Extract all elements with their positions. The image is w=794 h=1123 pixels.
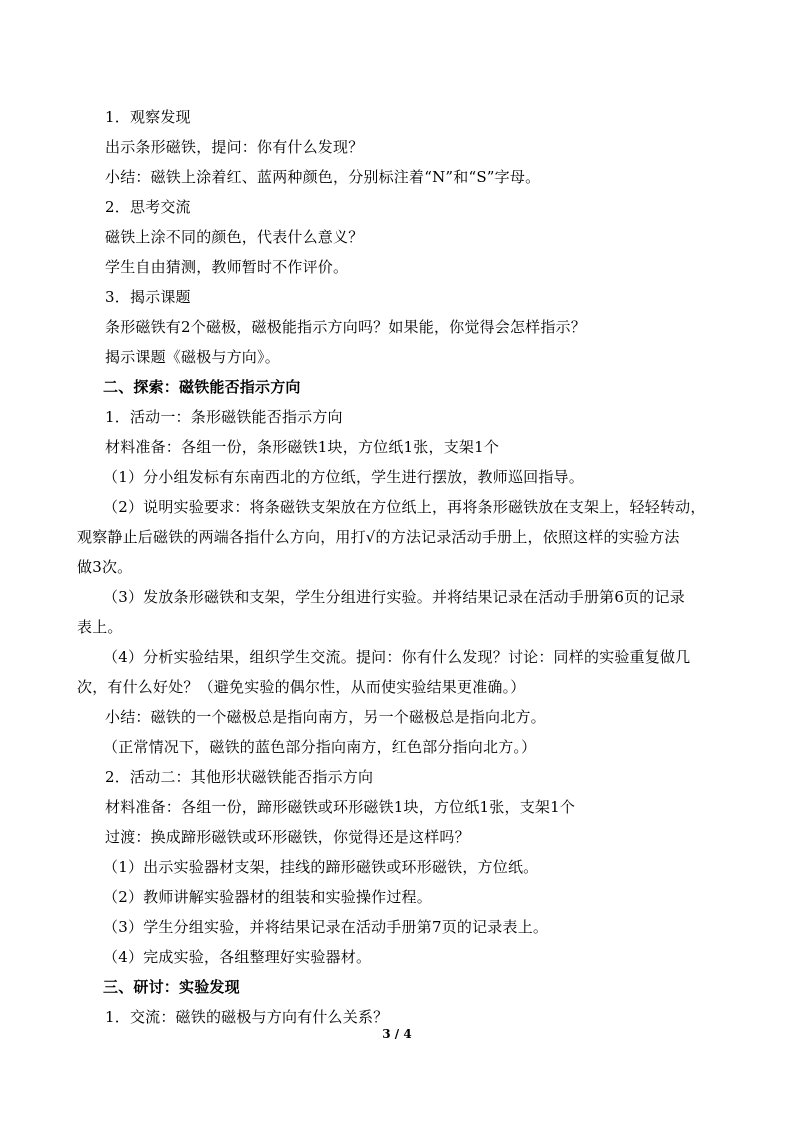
list-item: （4）分析实验结果，组织学生交流。提问：你有什么发现？讨论：同样的实验重复做几 (103, 648, 691, 666)
paragraph: （正常情况下，磁铁的蓝色部分指向南方，红色部分指向北方。） (103, 738, 537, 756)
paragraph: 学生自由猜测，教师暂时不作评价。 (105, 258, 349, 276)
paragraph: 磁铁上涂不同的颜色，代表什么意义？ (105, 228, 364, 246)
list-item: （3）学生分组实验，并将结果记录在活动手册第7页的记录表上。 (103, 918, 549, 936)
section-step-2-heading: 2．思考交流 (105, 198, 191, 216)
paragraph: 材料准备：各组一份，条形磁铁1块，方位纸1张，支架1个 (105, 438, 500, 456)
paragraph: 条形磁铁有2个磁极，磁极能指示方向吗？如果能，你觉得会怎样指示？ (105, 318, 586, 336)
paragraph: 小结：磁铁的一个磁极总是指向南方，另一个磁极总是指向北方。 (105, 708, 546, 726)
section-heading-explore: 二、探索：磁铁能否指示方向 (103, 378, 301, 396)
activity-1-heading: 1．活动一：条形磁铁能否指示方向 (105, 408, 343, 426)
paragraph: 小结：磁铁上涂着红、蓝两种颜色，分别标注着“N”和“S”字母。 (105, 168, 541, 186)
list-item: （3）发放条形磁铁和支架，学生分组进行实验。并将结果记录在活动手册第6页的记录 (103, 588, 685, 606)
activity-2-heading: 2．活动二：其他形状磁铁能否指示方向 (105, 768, 374, 786)
page-number: 3 / 4 (382, 1027, 412, 1041)
list-item-continuation: 表上。 (77, 618, 123, 636)
list-item: （1）分小组发标有东南西北的方位纸，学生进行摆放，教师巡回指导。 (103, 468, 584, 486)
document-body (77, 102, 725, 1032)
list-item: （2）教师讲解实验器材的组装和实验操作过程。 (103, 888, 432, 906)
list-item: （4）完成实验，各组整理好实验器材。 (103, 948, 372, 966)
list-item: （2）说明实验要求：将条磁铁支架放在方位纸上，再将条形磁铁放在支架上，轻轻转动， (103, 498, 706, 516)
paragraph: 材料准备：各组一份，蹄形磁铁或环形磁铁1块，方位纸1张，支架1个 (105, 798, 576, 816)
list-item-continuation: 观察静止后磁铁的两端各指什么方向，用打√的方法记录活动手册上，依照这样的实验方法 (77, 528, 680, 546)
paragraph: 过渡：换成蹄形磁铁或环形磁铁，你觉得还是这样吗？ (105, 828, 470, 846)
section-step-1-heading: 1．观察发现 (105, 108, 191, 126)
list-item-continuation: 做3次。 (77, 558, 133, 576)
list-item-continuation: 次，有什么好处？（避免实验的偶尔性，从而使实验结果更准确。） (77, 678, 526, 696)
section-step-3-heading: 3．揭示课题 (105, 288, 191, 306)
section-heading-discuss: 三、研讨：实验发现 (103, 978, 240, 996)
paragraph: 1．交流：磁铁的磁极与方向有什么关系？ (105, 1008, 389, 1026)
paragraph: 出示条形磁铁，提问：你有什么发现？ (105, 138, 364, 156)
paragraph: 揭示课题《磁极与方向》。 (105, 348, 280, 366)
list-item: （1）出示实验器材支架，挂线的蹄形磁铁或环形磁铁，方位纸。 (103, 858, 539, 876)
